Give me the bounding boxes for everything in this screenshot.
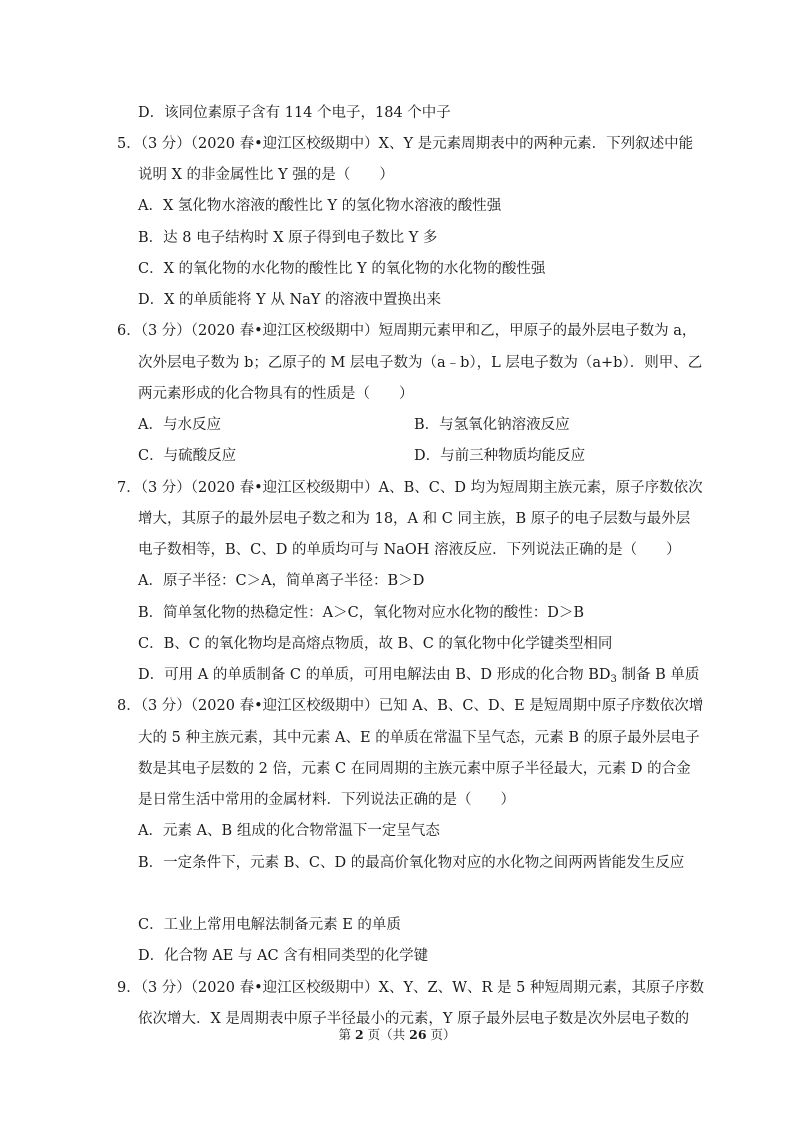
total-pages: 26 [409,1027,427,1042]
q7-option-d-text: D．可用 A 的单质制备 C 的单质，可用电解法由 B、D 形成的化合物 BD [138,667,611,683]
q8-option-a: A．元素 A、B 组成的化合物常温下一定呈气态 [138,823,440,839]
q8-stem-line-2: 大的 5 种主族元素，其中元素 A、E 的单质在常温下呈气态，元素 B 的原子最外层电子 [138,730,700,746]
q7-option-b: B．简单氢化物的热稳定性：A＞C，氧化物对应水化物的酸性：D＞B [138,605,584,621]
footer-suffix: 页） [426,1027,456,1042]
q6-option-a: A．与水反应 [138,417,221,433]
q6-option-b: B．与氢氧化钠溶液反应 [414,417,570,433]
q5-stem-line-1: 5．（3 分）（2020 春•迎江区校级期中）X、Y 是元素周期表中的两种元素．下列叙述中能 [117,136,694,152]
footer-prefix: 第 [338,1027,355,1042]
q9-stem-line-1: 9．（3 分）（2020 春•迎江区校级期中）X、Y、Z、W、R 是 5 种短周期元素，其原子序数 [117,980,704,996]
q6-option-d: D．与前三种物质均能反应 [414,448,586,464]
q8-option-b: B．一定条件下，元素 B、C、D 的最高价氧化物对应的水化物之间两两皆能发生反应 [138,855,685,871]
q7-stem-line-1: 7．（3 分）（2020 春•迎江区校级期中）A、B、C、D 均为短周期主族元素，原子序数依次 [117,480,703,496]
q7-option-a: A．原子半径：C＞A，简单离子半径：B＞D [138,573,425,589]
q7-stem-line-2: 增大，其原子的最外层电子数之和为 18，A 和 C 同主族，B 原子的电子层数与最外层 [138,511,691,527]
q8-option-d: D．化合物 AE 与 AC 含有相同类型的化学键 [138,948,429,964]
q8-stem-line-1: 8．（3 分）（2020 春•迎江区校级期中）已知 A、B、C、D、E 是短周期中原子序数依次增 [117,698,704,714]
q5-option-c: C．X 的氧化物的水化物的酸性比 Y 的氧化物的水化物的酸性强 [138,261,546,277]
q6-option-c: C．与硫酸反应 [138,448,237,464]
q5-stem-line-2: 说明 X 的非金属性比 Y 强的是（ ） [138,167,394,183]
q9-stem-line-2: 依次增大．X 是周期表中原子半径最小的元素，Y 原子最外层电子数是次外层电子数的 [138,1011,690,1027]
subscript-3: 3 [610,674,617,685]
q8-option-c: C．工业上常用电解法制备元素 E 的单质 [138,917,401,933]
q6-stem-line-1: 6．（3 分）（2020 春•迎江区校级期中）短周期元素甲和乙，甲原子的最外层电子数为 a， [117,323,697,339]
q4-option-d: D．该同位素原子含有 114 个电子，184 个中子 [138,105,451,121]
q8-stem-line-3: 数是其电子层数的 2 倍，元素 C 在同周期的主族元素中原子半径最大，元素 D 的合金 [138,761,691,777]
page-footer [0,1027,794,1043]
q5-option-a: A．X 氢化物水溶液的酸性比 Y 的氢化物水溶液的酸性强 [138,198,502,214]
q6-stem-line-3: 两元素形成的化合物具有的性质是（ ） [138,386,414,402]
q6-stem-line-2: 次外层电子数为 b；乙原子的 M 层电子数为（a﹣b），L 层电子数为（a+b）．则甲、乙 [138,355,703,371]
page-number: 2 [354,1027,364,1042]
q5-option-b: B．达 8 电子结构时 X 原子得到电子数比 Y 多 [138,230,438,246]
q7-stem-line-3: 电子数相等，B、C、D 的单质均可与 NaOH 溶液反应．下列说法正确的是（ ） [138,542,681,558]
q7-option-c: C．B、C 的氧化物均是高熔点物质，故 B、C 的氧化物中化学键类型相同 [138,636,613,652]
footer-middle: 页（共 [363,1027,410,1042]
q7-option-d-tail: 制备 B 单质 [616,667,700,683]
q8-stem-line-4: 是日常生活中常用的金属材料．下列说法正确的是（ ） [138,792,515,808]
q7-option-d [138,665,699,685]
q5-option-d: D．X 的单质能将 Y 从 NaY 的溶液中置换出来 [138,292,441,308]
